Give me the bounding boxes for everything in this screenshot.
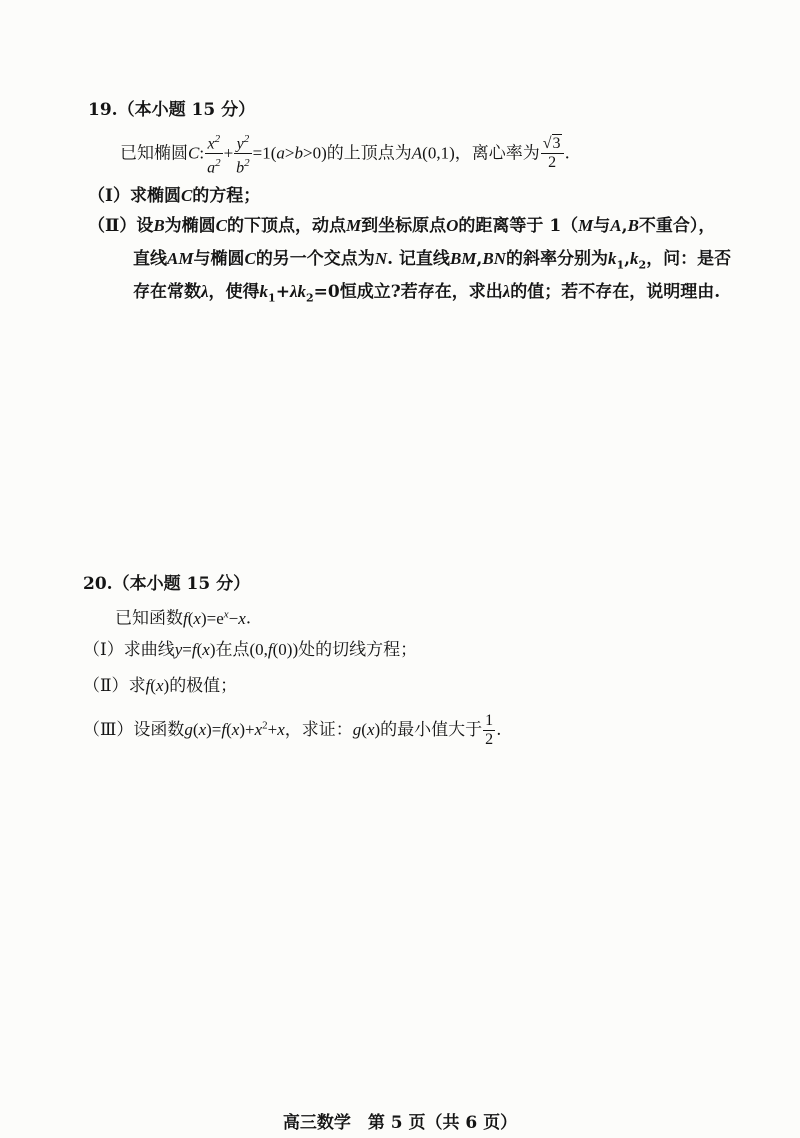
ellipse-frac-x: $\frac{x^2}{a^2}$ — [205, 130, 223, 178]
q19-intro: 已知椭圆C: $\frac{x^2}{a^2}$ + $\frac{y^2}{b^2}$ =1(a>b>0)的上顶点为A(0,1)，离心率为 $\frac{√3}{2}$ . — [120, 130, 570, 178]
ellipse-frac-y: $\frac{y^2}{b^2}$ — [234, 130, 252, 178]
q19-part2-line3: 存在常数λ，使得$k_1+\lambda k_2=0$恒成立?若存在，求出λ的值；若不存在，说明理由. — [133, 282, 721, 305]
q19-part1: （Ⅰ）求椭圆C的方程； — [88, 186, 261, 206]
q20-header: 20.（本小题 15 分） — [83, 574, 251, 594]
q20-part3: （Ⅲ）设函数$g(x)=f(x)+x^2+x$，求证：g(x)的最小值大于 $\frac{1}{2}$ . — [83, 712, 502, 748]
page-footer: 高三数学 第 5 页（共 6 页） — [282, 1113, 518, 1133]
half-frac: $\frac{1}{2}$ — [485, 712, 494, 748]
q19-part2-line2: 直线AM与椭圆C的另一个交点为N. 记直线BM,BN的斜率分别为$k_1,k_2$，问：是否 — [133, 249, 732, 272]
eccentricity-frac: $\frac{√3}{2}$ — [541, 135, 564, 172]
q20-part2: （Ⅱ）求f(x)的极值； — [83, 676, 238, 696]
q20-part1: （Ⅰ）求曲线y=f(x)在点(0,f(0))处的切线方程； — [83, 640, 418, 660]
q19-part2-line1: （Ⅱ）设B为椭圆C的下顶点，动点M到坐标原点O的距离等于 1（M与A,B不重合）， — [88, 216, 716, 236]
q19-intro-prefix: 已知椭圆 — [120, 143, 188, 164]
q19-header: 19.（本小题 15 分） — [88, 100, 256, 120]
q20-intro: 已知函数$f(x)=e^x-x$. — [115, 608, 252, 629]
